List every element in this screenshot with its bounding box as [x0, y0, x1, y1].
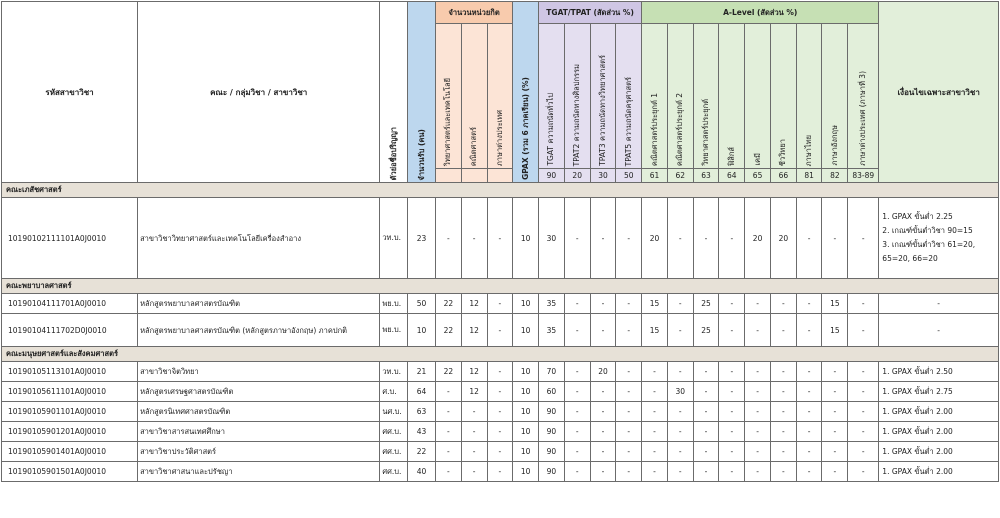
credit-math: - [461, 198, 487, 279]
tpat3: - [590, 442, 616, 462]
credit-math: 12 [461, 362, 487, 382]
code-65: 65 [745, 169, 771, 183]
credit-science: - [435, 402, 461, 422]
tpat2: - [564, 382, 590, 402]
header-alevel-math1: คณิตศาสตร์ประยุกต์ 1 [642, 24, 668, 169]
table-row [2, 362, 999, 382]
tpat5: - [616, 198, 642, 279]
header-tgat-group: TGAT/TPAT (สัดส่วน %) [539, 2, 642, 24]
conditions: 1. GPAX ขั้นต่ำ 2.75 [879, 382, 999, 402]
gpax: 10 [513, 442, 539, 462]
gpax: 10 [513, 422, 539, 442]
header-credit-science: วิทยาศาสตร์และเทคโนโลยี [435, 24, 461, 169]
quota: 50 [408, 294, 436, 314]
alevel-83-89: - [848, 382, 879, 402]
tpat3: - [590, 462, 616, 482]
degree: วท.บ. [380, 362, 408, 382]
credit-math: 12 [461, 382, 487, 402]
alevel-81: - [796, 402, 822, 422]
tgat: 90 [539, 402, 565, 422]
alevel-82: - [822, 198, 848, 279]
alevel-61: - [642, 362, 668, 382]
alevel-64: - [719, 382, 745, 402]
credit-math: - [461, 422, 487, 442]
header-alevel-english: ภาษาอังกฤษ [822, 24, 848, 169]
program-name: สาขาวิชาสารสนเทศศึกษา [138, 422, 380, 442]
program-name: หลักสูตรเศรษฐศาสตรบัณฑิต [138, 382, 380, 402]
admission-table [1, 1, 999, 482]
code-64: 64 [719, 169, 745, 183]
alevel-63: - [693, 442, 719, 462]
alevel-61: - [642, 382, 668, 402]
alevel-62: - [667, 314, 693, 347]
program-code: 10190105901101A0J0010 [2, 402, 138, 422]
alevel-66: - [770, 402, 796, 422]
credit-foreign: - [487, 362, 513, 382]
alevel-63: - [693, 402, 719, 422]
tgat: 30 [539, 198, 565, 279]
conditions: - [879, 294, 999, 314]
alevel-64: - [719, 462, 745, 482]
header-alevel-group: A-Level (สัดส่วน %) [642, 2, 879, 24]
alevel-83-89: - [848, 402, 879, 422]
header-code: รหัสสาขาวิชา [2, 2, 138, 183]
code-63: 63 [693, 169, 719, 183]
alevel-66: - [770, 294, 796, 314]
alevel-66: - [770, 462, 796, 482]
faculty-heading: คณะเภสัชศาสตร์ [2, 183, 999, 198]
alevel-83-89: - [848, 294, 879, 314]
tpat5: - [616, 314, 642, 347]
alevel-66: - [770, 422, 796, 442]
code-tpat5: 50 [616, 169, 642, 183]
header-credit-foreign: ภาษาต่างประเทศ [487, 24, 513, 169]
table-body [2, 183, 999, 482]
alevel-81: - [796, 294, 822, 314]
alevel-65: - [745, 402, 771, 422]
conditions: 1. GPAX ขั้นต่ำ 2.25 2. เกณฑ์ขั้นต่ำวิชา 90=15 3. เกณฑ์ขั้นต่ำวิชา 61=20, 65=20, 66=20 [879, 198, 999, 279]
alevel-83-89: - [848, 198, 879, 279]
credit-science: - [435, 198, 461, 279]
credit-foreign: - [487, 442, 513, 462]
program-code: 10190105901201A0J0010 [2, 422, 138, 442]
tpat3: 20 [590, 362, 616, 382]
tpat3: - [590, 294, 616, 314]
alevel-64: - [719, 198, 745, 279]
table-row [2, 382, 999, 402]
tpat5: - [616, 422, 642, 442]
degree: ศศ.บ. [380, 462, 408, 482]
alevel-64: - [719, 442, 745, 462]
header-gpax: GPAX (รวม 6 ภาคเรียน) (%) [513, 2, 539, 183]
tpat2: - [564, 402, 590, 422]
alevel-62: - [667, 362, 693, 382]
program-code: 10190105901401A0J0010 [2, 442, 138, 462]
alevel-66: 20 [770, 198, 796, 279]
alevel-65: - [745, 422, 771, 442]
tpat3: - [590, 198, 616, 279]
degree: ศศ.บ. [380, 422, 408, 442]
alevel-65: 20 [745, 198, 771, 279]
header-alevel-science: วิทยาศาสตร์ประยุกต์ [693, 24, 719, 169]
header-alevel-bio: ชีววิทยา [770, 24, 796, 169]
tpat2: - [564, 198, 590, 279]
credit-foreign: - [487, 314, 513, 347]
tpat5: - [616, 402, 642, 422]
tpat2: - [564, 362, 590, 382]
alevel-82: - [822, 382, 848, 402]
header-program: คณะ / กลุ่มวิชา / สาขาวิชา [138, 2, 380, 183]
tpat2: - [564, 462, 590, 482]
alevel-64: - [719, 422, 745, 442]
header-alevel-math2: คณิตศาสตร์ประยุกต์ 2 [667, 24, 693, 169]
alevel-81: - [796, 382, 822, 402]
tpat2: - [564, 442, 590, 462]
alevel-82: - [822, 462, 848, 482]
quota: 22 [408, 442, 436, 462]
gpax: 10 [513, 402, 539, 422]
code-tpat3: 30 [590, 169, 616, 183]
degree: พย.บ. [380, 294, 408, 314]
table-header [2, 2, 999, 183]
alevel-61: - [642, 402, 668, 422]
program-code: 10190105901501A0J0010 [2, 462, 138, 482]
header-quota: จำนวนรับ (คน) [408, 2, 436, 183]
conditions: 1. GPAX ขั้นต่ำ 2.00 [879, 442, 999, 462]
alevel-81: - [796, 198, 822, 279]
alevel-62: - [667, 198, 693, 279]
program-name: สาขาวิชาวิทยาศาสตร์และเทคโนโลยีเครื่องสำอาง [138, 198, 380, 279]
header-tpat5: TPAT5 ความถนัดครุศาสตร์ [616, 24, 642, 169]
quota: 43 [408, 422, 436, 442]
header-alevel-third-lang: ภาษาต่างประเทศ (ภาษาที่ 3) [848, 24, 879, 169]
tgat: 35 [539, 314, 565, 347]
conditions: 1. GPAX ขั้นต่ำ 2.00 [879, 402, 999, 422]
alevel-82: - [822, 442, 848, 462]
alevel-83-89: - [848, 442, 879, 462]
tpat3: - [590, 382, 616, 402]
credit-science: 22 [435, 294, 461, 314]
alevel-65: - [745, 442, 771, 462]
table-row [2, 402, 999, 422]
program-name: หลักสูตรพยาบาลศาสตรบัณฑิต [138, 294, 380, 314]
tpat5: - [616, 462, 642, 482]
credit-math: 12 [461, 294, 487, 314]
tpat2: - [564, 294, 590, 314]
gpax: 10 [513, 294, 539, 314]
alevel-82: - [822, 362, 848, 382]
program-name: สาขาวิชาศาสนาและปรัชญา [138, 462, 380, 482]
alevel-61: - [642, 422, 668, 442]
tpat3: - [590, 422, 616, 442]
quota: 40 [408, 462, 436, 482]
code-61: 61 [642, 169, 668, 183]
credit-science: - [435, 442, 461, 462]
credit-foreign: - [487, 422, 513, 442]
gpax: 10 [513, 382, 539, 402]
tpat2: - [564, 314, 590, 347]
degree: วท.บ. [380, 198, 408, 279]
alevel-64: - [719, 402, 745, 422]
degree: นศ.บ. [380, 402, 408, 422]
credit-science: - [435, 422, 461, 442]
alevel-66: - [770, 382, 796, 402]
header-alevel-physics: ฟิสิกส์ [719, 24, 745, 169]
credit-foreign: - [487, 294, 513, 314]
code-66: 66 [770, 169, 796, 183]
alevel-62: - [667, 442, 693, 462]
alevel-63: - [693, 462, 719, 482]
program-code: 10190102111101A0J0010 [2, 198, 138, 279]
alevel-82: 15 [822, 294, 848, 314]
tgat: 90 [539, 442, 565, 462]
alevel-63: - [693, 422, 719, 442]
table-row [2, 422, 999, 442]
quota: 64 [408, 382, 436, 402]
alevel-61: 20 [642, 198, 668, 279]
table-row [2, 314, 999, 347]
header-conditions: เงื่อนไขเฉพาะสาขาวิชา [879, 2, 999, 183]
code-83-89: 83-89 [848, 169, 879, 183]
alevel-81: - [796, 362, 822, 382]
credit-math: - [461, 442, 487, 462]
alevel-61: - [642, 462, 668, 482]
alevel-62: - [667, 422, 693, 442]
tpat5: - [616, 382, 642, 402]
quota: 21 [408, 362, 436, 382]
alevel-83-89: - [848, 422, 879, 442]
header-alevel-chem: เคมี [745, 24, 771, 169]
code-tpat2: 20 [564, 169, 590, 183]
alevel-64: - [719, 362, 745, 382]
table-row [2, 294, 999, 314]
alevel-63: - [693, 362, 719, 382]
credit-math: 12 [461, 314, 487, 347]
gpax: 10 [513, 198, 539, 279]
tgat: 60 [539, 382, 565, 402]
quota: 23 [408, 198, 436, 279]
conditions: 1. GPAX ขั้นต่ำ 2.00 [879, 422, 999, 442]
gpax: 10 [513, 314, 539, 347]
credit-science: 22 [435, 362, 461, 382]
faculty-heading: คณะมนุษยศาสตร์และสังคมศาสตร์ [2, 347, 999, 362]
table-row [2, 198, 999, 279]
alevel-81: - [796, 314, 822, 347]
program-name: สาขาวิชาประวัติศาสตร์ [138, 442, 380, 462]
alevel-81: - [796, 422, 822, 442]
header-tpat3: TPAT3 ความถนัดทางวิทยาศาสตร์ [590, 24, 616, 169]
header-credits-group: จำนวนหน่วยกิต [435, 2, 512, 24]
code-81: 81 [796, 169, 822, 183]
alevel-82: - [822, 402, 848, 422]
program-code: 10190104111702D0J0010 [2, 314, 138, 347]
program-name: หลักสูตรนิเทศศาสตรบัณฑิต [138, 402, 380, 422]
code-82: 82 [822, 169, 848, 183]
credit-foreign: - [487, 382, 513, 402]
header-alevel-thai: ภาษาไทย [796, 24, 822, 169]
alevel-64: - [719, 294, 745, 314]
tpat5: - [616, 442, 642, 462]
alevel-63: 25 [693, 294, 719, 314]
program-code: 10190105113101A0J0010 [2, 362, 138, 382]
credit-foreign: - [487, 198, 513, 279]
table-row [2, 462, 999, 482]
alevel-61: 15 [642, 314, 668, 347]
alevel-61: 15 [642, 294, 668, 314]
tgat: 90 [539, 462, 565, 482]
tpat5: - [616, 362, 642, 382]
tpat3: - [590, 402, 616, 422]
credit-science: - [435, 382, 461, 402]
code-62: 62 [667, 169, 693, 183]
conditions: 1. GPAX ขั้นต่ำ 2.50 [879, 362, 999, 382]
alevel-83-89: - [848, 462, 879, 482]
header-degree: ตัวย่อชื่อปริญญา [380, 2, 408, 183]
header-credit-math: คณิตศาสตร์ [461, 24, 487, 169]
alevel-64: - [719, 314, 745, 347]
credit-foreign: - [487, 462, 513, 482]
alevel-66: - [770, 442, 796, 462]
alevel-83-89: - [848, 362, 879, 382]
alevel-62: - [667, 294, 693, 314]
gpax: 10 [513, 462, 539, 482]
header-tgat: TGAT ความถนัดทั่วไป [539, 24, 565, 169]
alevel-63: - [693, 198, 719, 279]
alevel-83-89: - [848, 314, 879, 347]
gpax: 10 [513, 362, 539, 382]
alevel-63: - [693, 382, 719, 402]
conditions: 1. GPAX ขั้นต่ำ 2.00 [879, 462, 999, 482]
alevel-63: 25 [693, 314, 719, 347]
credit-science: 22 [435, 314, 461, 347]
tpat5: - [616, 294, 642, 314]
alevel-81: - [796, 462, 822, 482]
table-row [2, 442, 999, 462]
credit-math: - [461, 402, 487, 422]
conditions: - [879, 314, 999, 347]
program-code: 10190105611101A0J0010 [2, 382, 138, 402]
alevel-66: - [770, 314, 796, 347]
tgat: 35 [539, 294, 565, 314]
alevel-81: - [796, 442, 822, 462]
quota: 63 [408, 402, 436, 422]
header-tpat2: TPAT2 ความถนัดทางศิลปกรรม [564, 24, 590, 169]
tpat3: - [590, 314, 616, 347]
alevel-65: - [745, 294, 771, 314]
tgat: 70 [539, 362, 565, 382]
alevel-65: - [745, 314, 771, 347]
program-name: สาขาวิชาจิตวิทยา [138, 362, 380, 382]
alevel-66: - [770, 362, 796, 382]
tpat2: - [564, 422, 590, 442]
faculty-heading: คณะพยาบาลศาสตร์ [2, 279, 999, 294]
alevel-62: - [667, 402, 693, 422]
alevel-61: - [642, 442, 668, 462]
quota: 10 [408, 314, 436, 347]
credit-math: - [461, 462, 487, 482]
alevel-82: 15 [822, 314, 848, 347]
degree: ศศ.บ. [380, 442, 408, 462]
tgat: 90 [539, 422, 565, 442]
credit-foreign: - [487, 402, 513, 422]
alevel-62: - [667, 462, 693, 482]
alevel-65: - [745, 382, 771, 402]
alevel-82: - [822, 422, 848, 442]
degree: พย.บ. [380, 314, 408, 347]
credit-science: - [435, 462, 461, 482]
alevel-65: - [745, 462, 771, 482]
alevel-62: 30 [667, 382, 693, 402]
code-tgat: 90 [539, 169, 565, 183]
program-code: 10190104111701A0J0010 [2, 294, 138, 314]
degree: ศ.บ. [380, 382, 408, 402]
program-name: หลักสูตรพยาบาลศาสตรบัณฑิต (หลักสูตรภาษาอังกฤษ) ภาคปกติ [138, 314, 380, 347]
alevel-65: - [745, 362, 771, 382]
